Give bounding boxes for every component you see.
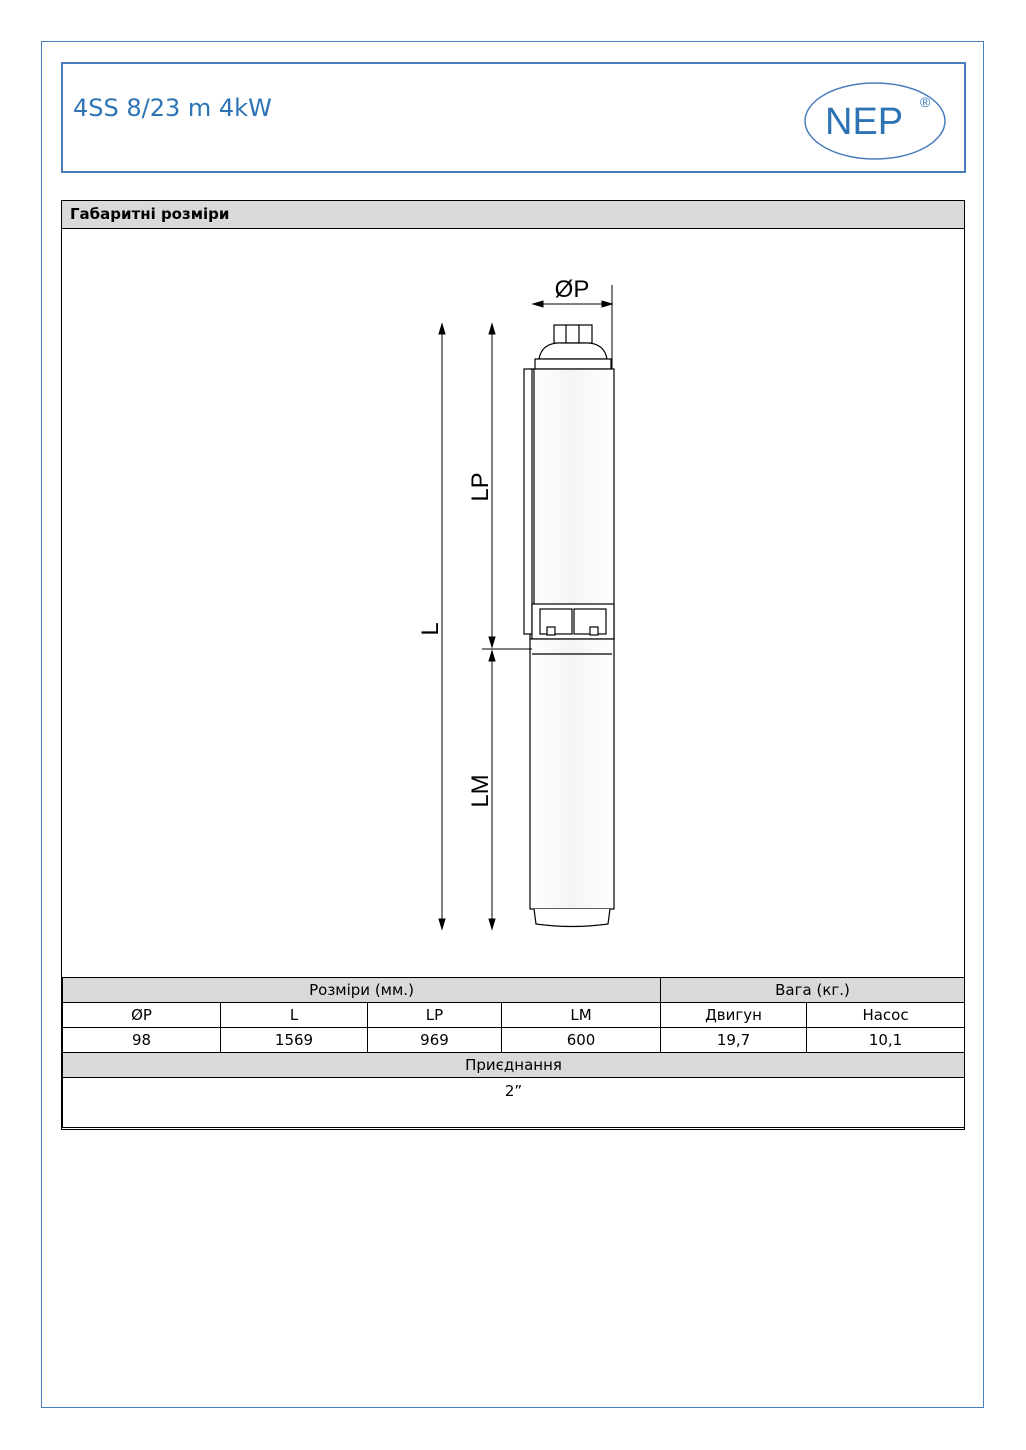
- value-pump-weight: 10,1: [807, 1028, 965, 1053]
- value-diameter: 98: [63, 1028, 221, 1053]
- header-diameter: ØP: [63, 1003, 221, 1028]
- header-motor-length: LM: [502, 1003, 661, 1028]
- total-length-label: L: [417, 622, 444, 636]
- header-motor-weight: Двигун: [661, 1003, 807, 1028]
- nep-logo: [803, 81, 948, 161]
- connection-value: 2”: [63, 1078, 965, 1128]
- value-motor-length: 600: [502, 1028, 661, 1053]
- pump-length-label: LP: [467, 472, 494, 502]
- diameter-label: ØP: [554, 276, 590, 303]
- logo-text: NEP: [825, 101, 904, 143]
- page-title: 4SS 8/23 m 4kW: [73, 94, 272, 122]
- section-title: Габаритні розміри: [62, 201, 964, 229]
- value-total-length: 1569: [221, 1028, 368, 1053]
- dimensions-group-header: Розміри (мм.): [63, 978, 661, 1003]
- header-total-length: L: [221, 1003, 368, 1028]
- header-box: [61, 62, 966, 173]
- specs-table: [62, 977, 965, 1128]
- weight-group-header: Вага (кг.): [661, 978, 965, 1003]
- pump-body: [524, 369, 614, 647]
- dimensions-section: [61, 200, 965, 1130]
- header-pump-weight: Насос: [807, 1003, 965, 1028]
- header-pump-length: LP: [368, 1003, 502, 1028]
- motor-length-label: LM: [467, 774, 494, 808]
- motor-body: [530, 639, 614, 927]
- value-pump-length: 969: [368, 1028, 502, 1053]
- pump-dimension-drawing: [62, 229, 966, 977]
- connection-header: Приєднання: [63, 1053, 965, 1078]
- value-motor-weight: 19,7: [661, 1028, 807, 1053]
- logo-registered-mark: ®: [920, 94, 931, 110]
- discharge-head: [535, 325, 611, 369]
